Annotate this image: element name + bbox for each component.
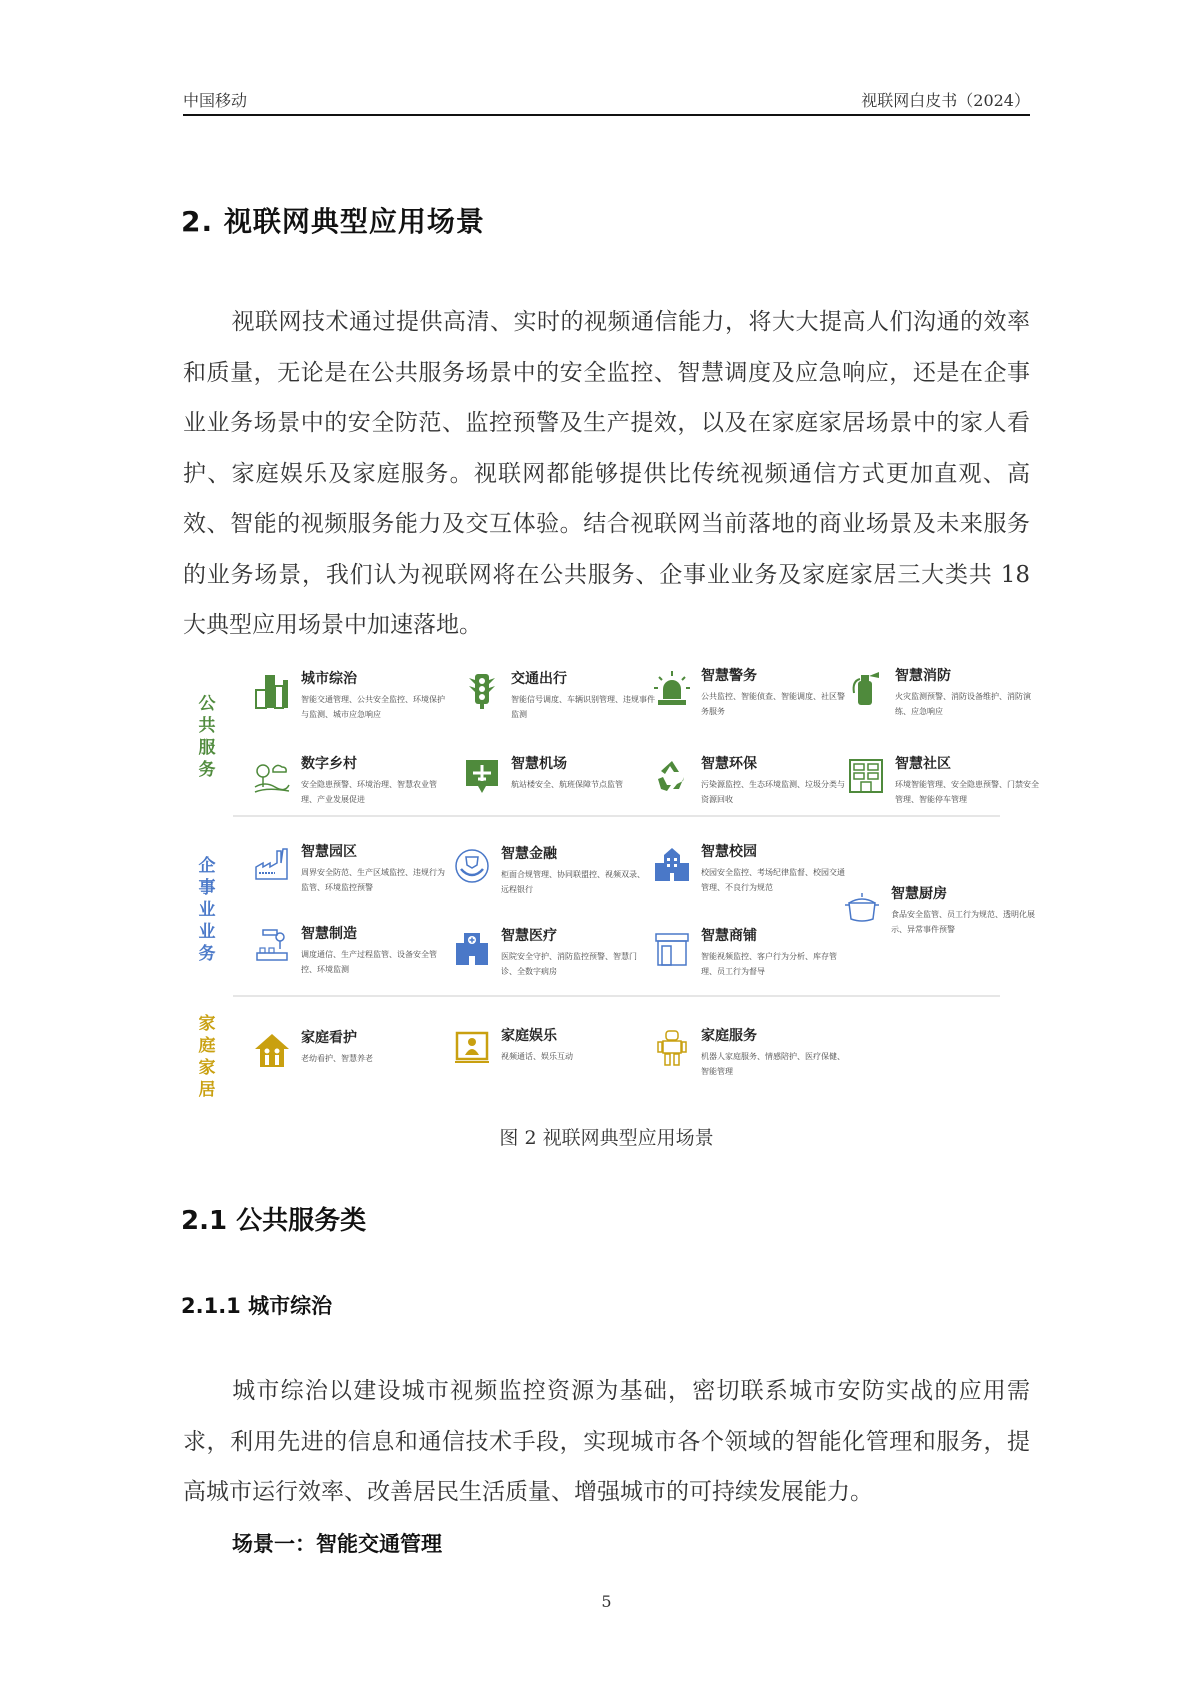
school-icon [653,845,691,883]
recycle-icon [653,757,691,795]
scenario-desc: 食品安全监管、员工行为规范、透明化展示、异常事件预警 [891,910,1035,934]
intro-paragraph-text: 视联网技术通过提供高清、实时的视频通信能力，将大大提高人们沟通的效率和质量，无论是在公共服务场景中的安全监控、智慧调度及应急响应，还是在企事业业务场景中的安全防范、监控预警及生产提效，以及在家庭家居场景中的家人看护、家庭娱乐及家庭服务。视联网都能够提供比传统视频通信方式更加直观、高效、智能的视频服务能力及交互体验。结合视联网当前落地的商业场景及未来服务的业务场景，我们认为视联网将在公共服务、企事业业务及家庭家居三大类共 18 大典型应用场景中加速落地。 [183,309,1030,638]
section-paragraph [183,1366,1030,1518]
scenario-desc: 安全隐患预警、环境治理、智慧农业管理、产业发展促进 [301,780,437,804]
scenario-item [653,925,843,995]
scenario-title: 交通出行 [511,671,567,687]
city-buildings-icon [253,672,291,710]
home-family-icon [253,1031,291,1069]
scenario-title: 智慧消防 [895,668,951,684]
scenario-desc: 校园安全监控、考场纪律监督、校园交通管理、不良行为规范 [701,868,845,892]
category-divider [233,995,1000,997]
scenario-item [653,1025,843,1095]
scenario-item [453,925,643,995]
finance-shield-icon [453,847,491,885]
video-call-screen-icon [453,1029,491,1067]
scenario-desc: 调度通信、生产过程监管、设备安全管控、环境监测 [301,950,437,974]
scenario-title: 城市综治 [301,671,357,687]
scenario-title: 智慧制造 [301,926,357,942]
scenario-title: 智慧园区 [301,844,357,860]
scenario-item [253,923,443,993]
scenario-title: 智慧金融 [501,846,557,862]
intro-paragraph [183,297,1030,651]
scenario-title: 家庭娱乐 [501,1028,557,1044]
scenario-item [847,665,1037,735]
traffic-light-icon [463,672,501,710]
scenario-title: 家庭服务 [701,1028,757,1044]
scenario-desc: 火灾监测预警、消防设备维护、消防演练、应急响应 [895,692,1031,716]
scenario-item [253,753,443,823]
running-header [183,86,1030,116]
scenario-desc: 老幼看护、智慧养老 [301,1054,373,1063]
scenario-desc: 环境智能管理、安全隐患预警、门禁安全管理、智能停车管理 [895,780,1039,804]
category-label-enterprise: 企事业业务 [198,856,216,964]
scenario-item [453,1025,643,1095]
header-doc-title: 视联网白皮书（2024） [861,91,1030,110]
scenario-desc: 航站楼安全、航班保障节点监管 [511,780,623,789]
scenario-item [843,883,1033,953]
chapter-heading: 2. 视联网典型应用场景 [181,205,485,238]
scenario-item [653,665,843,735]
scenario-title: 家庭看护 [301,1030,357,1046]
police-siren-icon [653,669,691,707]
scenario-title: 智慧校园 [701,844,757,860]
scenario-desc: 公共监控、智能侦查、智能调度、社区警务服务 [701,692,845,716]
page-number: 5 [601,1592,612,1611]
scenario-title: 智慧机场 [511,756,567,772]
scenario-item [253,1027,443,1097]
scenario-title: 智慧厨房 [891,886,947,902]
airplane-icon [463,757,501,795]
scenario-item [653,841,843,911]
figure-application-scenarios [183,655,1039,1100]
section-paragraph-text: 城市综治以建设城市视频监控资源为基础，密切联系城市安防实战的应用需求，利用先进的信息和通信技术手段，实现城市各个领域的智能化管理和服务，提高城市运行效率、改善居民生活质量、增强城市的可持续发展能力。 [183,1378,1030,1505]
scenario-desc: 智能交通管理、公共安全监控、环境保护与监测、城市应急响应 [301,695,445,719]
scenario-desc: 柜面合规管理、协同联盟控、视频双录、远程银行 [501,870,645,894]
scenario-item [453,843,643,913]
factory-icon [253,845,291,883]
subsection-heading: 2.1.1 城市综治 [181,1294,333,1318]
figure-caption: 图 2 视联网典型应用场景 [499,1127,714,1149]
robot-arm-icon [253,927,291,965]
storefront-icon [653,929,691,967]
scenario-title: 智慧医疗 [501,928,557,944]
scenario-desc: 医院安全守护、消防监控预警、智慧门诊、全数字病房 [501,952,637,976]
scenario-item [653,753,843,823]
community-building-icon [847,757,885,795]
section-heading: 2.1 公共服务类 [181,1206,367,1236]
scenario-title: 数字乡村 [301,756,357,772]
cooking-pot-icon [843,887,881,925]
scenario-title: 智慧商铺 [701,928,757,944]
scenario-desc: 机器人家庭服务、情感陪护、医疗保健、智能管理 [701,1052,845,1076]
robot-icon [653,1029,691,1067]
category-label-home: 家庭家居 [198,1014,216,1100]
scenario-desc: 智能信号调度、车辆识别管理、违规事件监测 [511,695,655,719]
scenario-desc: 智能视频监控、客户行为分析、库存管理、员工行为督导 [701,952,837,976]
scenario-item [463,753,653,823]
fire-extinguisher-icon [847,669,885,707]
scenario-desc: 视频通话、娱乐互动 [501,1052,573,1061]
hospital-icon [453,929,491,967]
scenario-item [253,668,443,738]
scenario-title: 智慧警务 [701,668,757,684]
village-landscape-icon [253,757,291,795]
header-org: 中国移动 [183,91,248,110]
scenario-title: 智慧环保 [701,756,757,772]
scenario-desc: 污染源监控、生态环境监测、垃圾分类与资源回收 [701,780,845,804]
scenario-desc: 周界安全防范、生产区域监控、违规行为监管、环境监控预警 [301,868,445,892]
scenario-item [463,668,653,738]
scenario-item [253,841,443,911]
scenario-item [847,753,1037,823]
scene-heading: 场景一：智能交通管理 [232,1532,442,1556]
category-label-public: 公共服务 [198,694,216,780]
scenario-title: 智慧社区 [895,756,951,772]
